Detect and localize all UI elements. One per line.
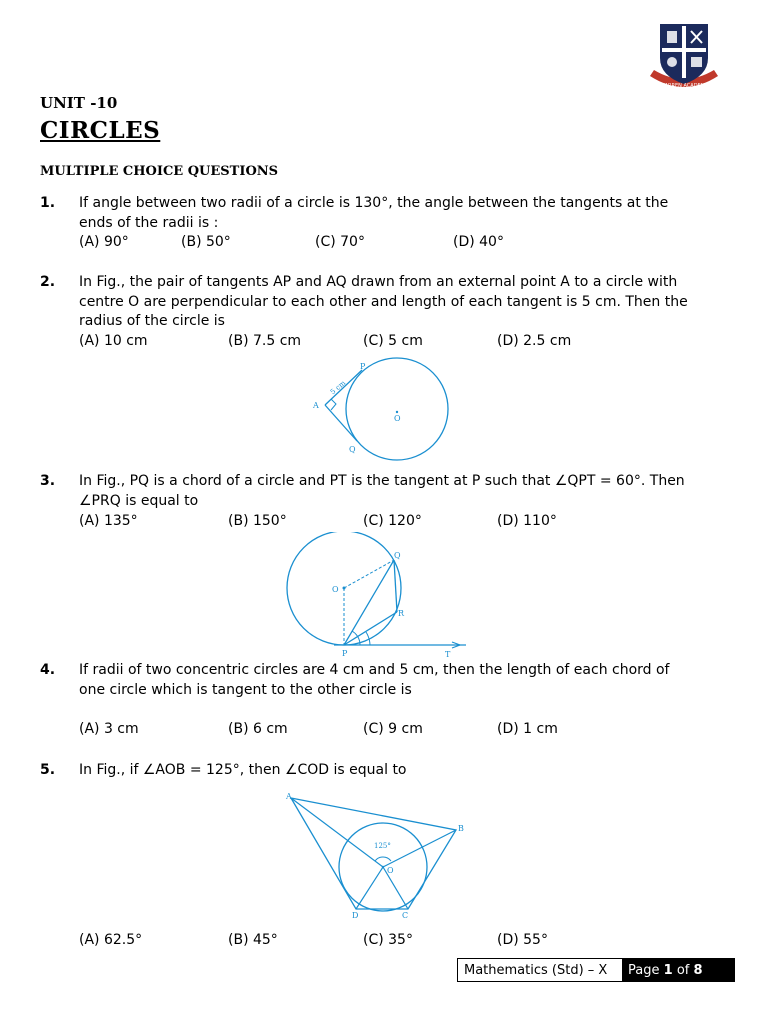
question-number: 2.: [40, 274, 56, 290]
chord-qr: [394, 560, 397, 612]
circle: [346, 358, 448, 460]
label-q: Q: [394, 551, 401, 560]
label-a: A: [286, 792, 292, 801]
option-a[interactable]: (A) 90°: [79, 234, 129, 250]
label-p: P: [342, 649, 348, 658]
option-b[interactable]: (B) 45°: [228, 932, 278, 948]
option-a[interactable]: (A) 62.5°: [79, 932, 143, 948]
chord-pq: [344, 560, 394, 645]
svg-text:WARREN ACADEMY: WARREN ACADEMY: [659, 83, 709, 89]
question-line: one circle which is tangent to the other circle is: [79, 681, 412, 698]
option-a[interactable]: (A) 135°: [79, 513, 138, 529]
page-title: CIRCLES: [40, 117, 161, 144]
label-p: P: [360, 362, 366, 371]
label-q: Q: [349, 445, 356, 454]
question-text: [79, 194, 729, 233]
option-a[interactable]: (A) 3 cm: [79, 721, 139, 737]
figure-quadrilateral-circle: [283, 789, 483, 921]
question-line: If angle between two radii of a circle is 130°, the angle between the tangents at the: [79, 195, 669, 211]
page-current: 1: [663, 962, 673, 978]
option-b[interactable]: (B) 6 cm: [228, 721, 288, 737]
option-c[interactable]: (C) 70°: [315, 234, 365, 250]
option-c[interactable]: (C) 120°: [363, 513, 422, 529]
question-line: If radii of two concentric circles are 4 cm and 5 cm, then the length of each chord of: [79, 662, 670, 678]
chord-pr: [344, 612, 397, 645]
label-angle: 125°: [374, 842, 391, 850]
question-text: [79, 273, 729, 332]
question-text: [79, 472, 729, 511]
question-number: 3.: [40, 473, 56, 489]
question-line: In Fig., the pair of tangents AP and AQ drawn from an external point A to a circle with: [79, 274, 678, 290]
question-line: In Fig., PQ is a chord of a circle and PT is the tangent at P such that ∠QPT = 60°. Then: [79, 473, 685, 489]
segment-do: [356, 867, 383, 909]
unit-number: UNIT -10: [40, 94, 118, 112]
label-b: B: [458, 824, 464, 833]
right-angle-mark: [331, 399, 336, 410]
label-o: O: [332, 585, 339, 594]
question-line: centre O are perpendicular to each other and length of each tangent is 5 cm. Then the: [79, 293, 688, 310]
label-t: T: [445, 650, 451, 659]
footer-subject: Mathematics (Std) – X: [457, 958, 623, 982]
option-d[interactable]: (D) 110°: [497, 513, 557, 529]
question-number: 4.: [40, 662, 56, 678]
label-o: O: [394, 414, 401, 423]
school-crest-icon: [644, 18, 724, 98]
segment-ao: [291, 798, 383, 867]
label-a: A: [313, 401, 319, 410]
page-word: Page: [628, 962, 660, 978]
school-logo: [644, 18, 724, 98]
question-text: [79, 661, 729, 700]
question-number: 5.: [40, 762, 56, 778]
option-b[interactable]: (B) 7.5 cm: [228, 333, 302, 349]
option-c[interactable]: (C) 35°: [363, 932, 413, 948]
page-of: of: [676, 962, 690, 978]
question-line: radius of the circle is: [79, 313, 225, 329]
label-length: 5 cm: [328, 379, 348, 397]
quadrilateral-abcd: [291, 798, 456, 909]
page-indicator: [623, 958, 735, 982]
option-b[interactable]: (B) 50°: [181, 234, 231, 250]
option-c[interactable]: (C) 9 cm: [363, 721, 423, 737]
question-line: ∠PRQ is equal to: [79, 492, 199, 509]
option-c[interactable]: (C) 5 cm: [363, 333, 423, 349]
section-heading: MULTIPLE CHOICE QUESTIONS: [40, 164, 279, 179]
label-d: D: [352, 911, 359, 920]
option-d[interactable]: (D) 1 cm: [497, 721, 558, 737]
question-number: 1.: [40, 195, 56, 211]
option-d[interactable]: (D) 55°: [497, 932, 548, 948]
question-line: In Fig., if ∠AOB = 125°, then ∠COD is equal to: [79, 762, 407, 778]
figure-chord-tangent: [282, 532, 477, 660]
option-b[interactable]: (B) 150°: [228, 513, 287, 529]
page-total: 8: [693, 962, 703, 978]
question-line: ends of the radii is :: [79, 214, 219, 231]
question-text: [79, 761, 729, 781]
tangent-aq: [325, 405, 357, 441]
label-c: C: [402, 911, 409, 920]
option-d[interactable]: (D) 2.5 cm: [497, 333, 572, 349]
label-r: R: [398, 609, 405, 618]
option-a[interactable]: (A) 10 cm: [79, 333, 148, 349]
label-o: O: [387, 866, 394, 875]
figure-tangents-perpendicular: [305, 355, 465, 465]
page-footer: [457, 958, 735, 982]
option-d[interactable]: (D) 40°: [453, 234, 504, 250]
